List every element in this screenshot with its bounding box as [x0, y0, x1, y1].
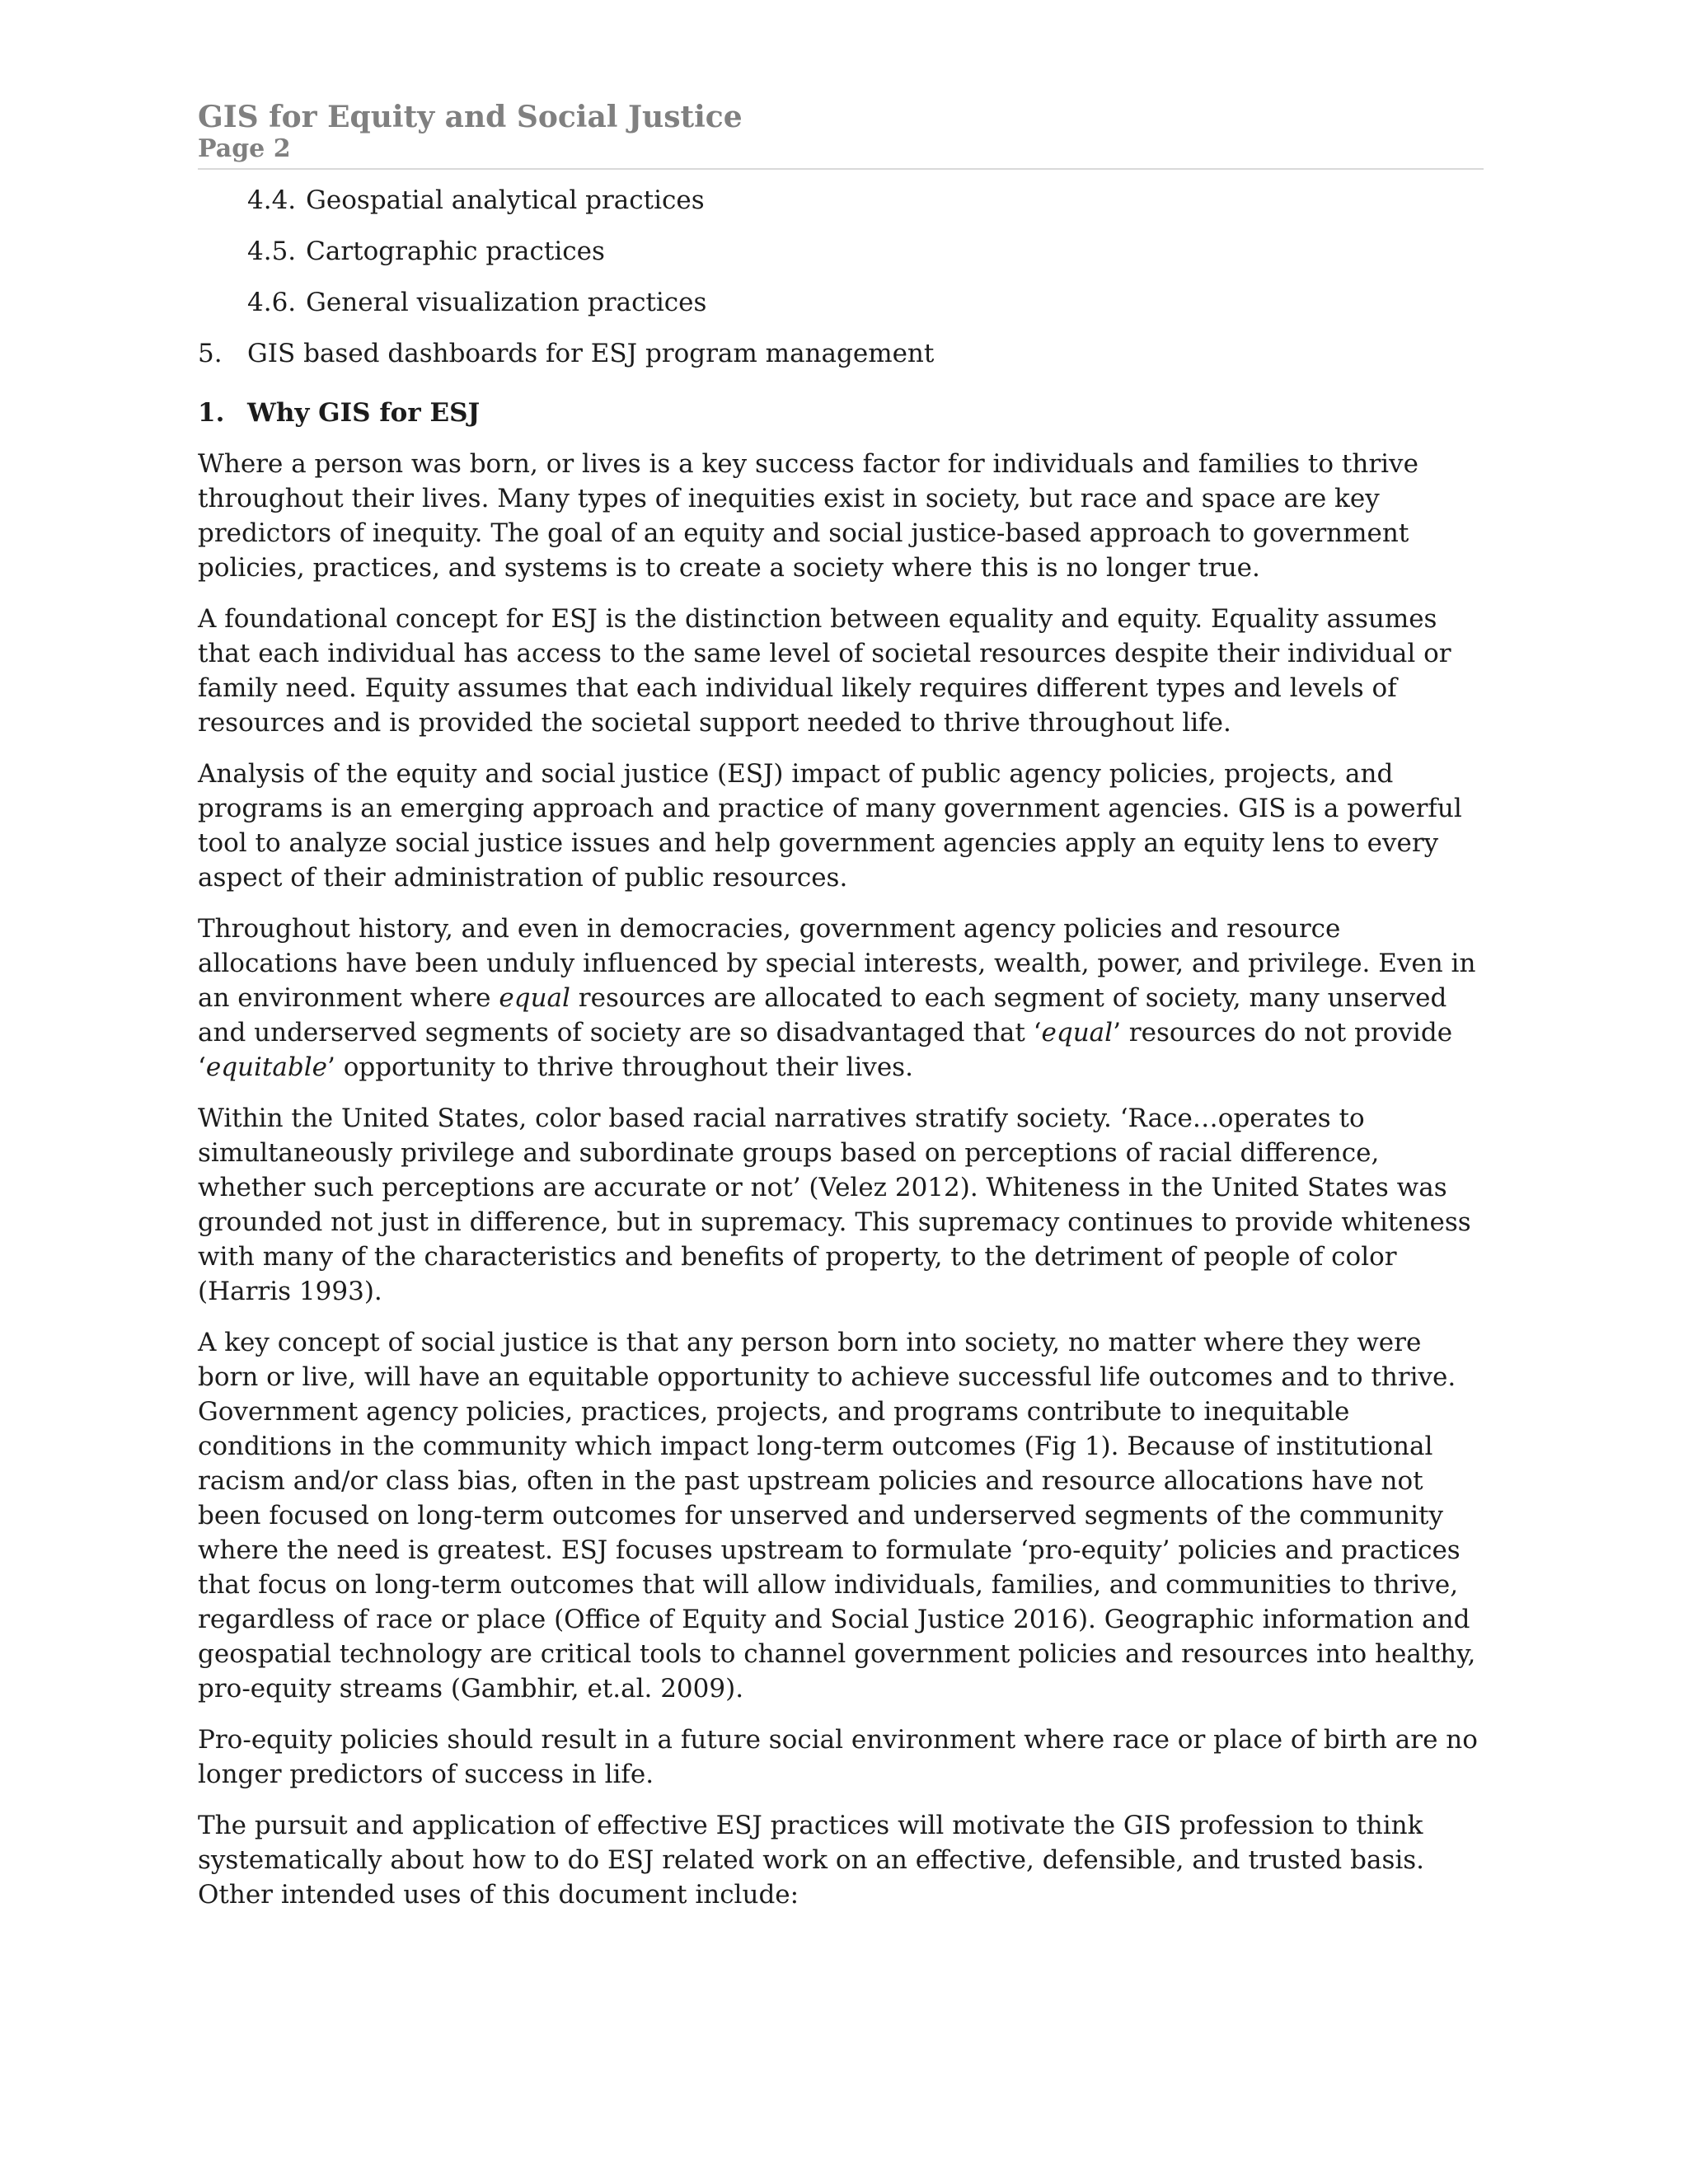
emphasis: equal	[1041, 1018, 1114, 1047]
paragraph: Where a person was born, or lives is a key success factor for individuals and families to thrive throughout their lives. Many types of inequities exist in society, but race and space are key predictors of inequity. The goal of an equity and social justice-based approach to government policies, practices, and systems is to create a society where this is no longer true.	[198, 449, 1418, 583]
page-header	[198, 99, 1484, 170]
text-run: Throughout history, and even in democracies, government agency policies and resource allocations have been unduly influenced by special interests, wealth, power, and privilege. Even in an environment where	[198, 914, 1476, 1013]
paragraph: Pro-equity policies should result in a future social environment where race or place of birth are no longer predictors of success in life.	[198, 1725, 1478, 1789]
text-run: ’ resources do not provide ‘	[198, 1018, 1453, 1082]
toc-item-number: 4.5.	[247, 237, 297, 266]
toc-item	[198, 234, 1484, 269]
toc-item-label: GIS based dashboards for ESJ program management	[247, 339, 935, 368]
paragraph: Within the United States, color based racial narratives stratify society. ‘Race…operates to simultaneously privilege and subordinate groups based on perceptions of racial difference, whether such perceptions are accurate or not’ (Velez 2012). Whiteness in the United States was grounded not just in difference, but in supremacy. This supremacy continues to provide whiteness with many of the characteristics and benefits of property, to the detriment of people of color (Harris 1993).	[198, 1104, 1471, 1306]
toc-item	[198, 336, 1484, 371]
section-heading	[198, 396, 1484, 430]
toc-item-label: Geospatial analytical practices	[306, 185, 705, 215]
paragraph: Analysis of the equity and social justice (ESJ) impact of public agency policies, projects, and programs is an emerging approach and practice of many government agencies. GIS is a powerful tool to analyze social justice issues and help government agencies apply an equity lens to every aspect of their administration of public resources.	[198, 759, 1462, 893]
emphasis: equitable	[205, 1052, 327, 1082]
document-page	[198, 99, 1484, 1929]
paragraph: The pursuit and application of effective ESJ practices will motivate the GIS profession to think systematically about how to do ESJ related work on an effective, defensible, and trusted basis. Other intended uses of this document include:	[198, 1811, 1425, 1910]
toc-item	[198, 285, 1484, 320]
text-run: resources are allocated to each segment of society, many unserved and underserved segments of society are so disadvantaged that ‘	[198, 983, 1447, 1047]
toc-item-label: General visualization practices	[306, 288, 707, 317]
paragraph: A key concept of social justice is that any person born into society, no matter where they were born or live, will have an equitable opportunity to achieve successful life outcomes and to thrive. Government agency policies, practices, projects, and programs contribute to inequitable conditions in the community which impact long-term outcomes (Fig 1). Because of institutional racism and/or class bias, often in the past upstream policies and resource allocations have not been focused on long-term outcomes for unserved and underserved segments of the community where the need is greatest. ESJ focuses upstream to formulate ‘pro-equity’ policies and practices that focus on long-term outcomes that will allow individuals, families, and communities to thrive, regardless of race or place (Office of Equity and Social Justice 2016). Geographic information and geospatial technology are critical tools to channel government policies and resources into healthy, pro-equity streams (Gambhir, et.al. 2009).	[198, 1328, 1476, 1704]
emphasis: equal	[499, 983, 570, 1013]
toc-item-number: 4.4.	[247, 185, 297, 215]
section-title: Why GIS for ESJ	[247, 398, 481, 428]
paragraph: A foundational concept for ESJ is the distinction between equality and equity. Equality assumes that each individual has access to the same level of societal resources despite their individual or family need. Equity assumes that each individual likely requires different types and levels of resources and is provided the societal support needed to thrive throughout life.	[198, 604, 1451, 738]
paragraph	[198, 912, 1484, 1085]
text-run: ’ opportunity to thrive throughout their lives.	[326, 1052, 913, 1082]
toc-item-number: 5.	[198, 339, 223, 368]
document-title: GIS for Equity and Social Justice	[198, 100, 743, 134]
toc-item-label: Cartographic practices	[306, 237, 605, 266]
page-number: Page 2	[198, 134, 291, 163]
toc-item	[198, 183, 1484, 218]
section-number: 1.	[198, 398, 225, 428]
toc-item-number: 4.6.	[247, 288, 297, 317]
table-of-contents	[198, 183, 1484, 371]
